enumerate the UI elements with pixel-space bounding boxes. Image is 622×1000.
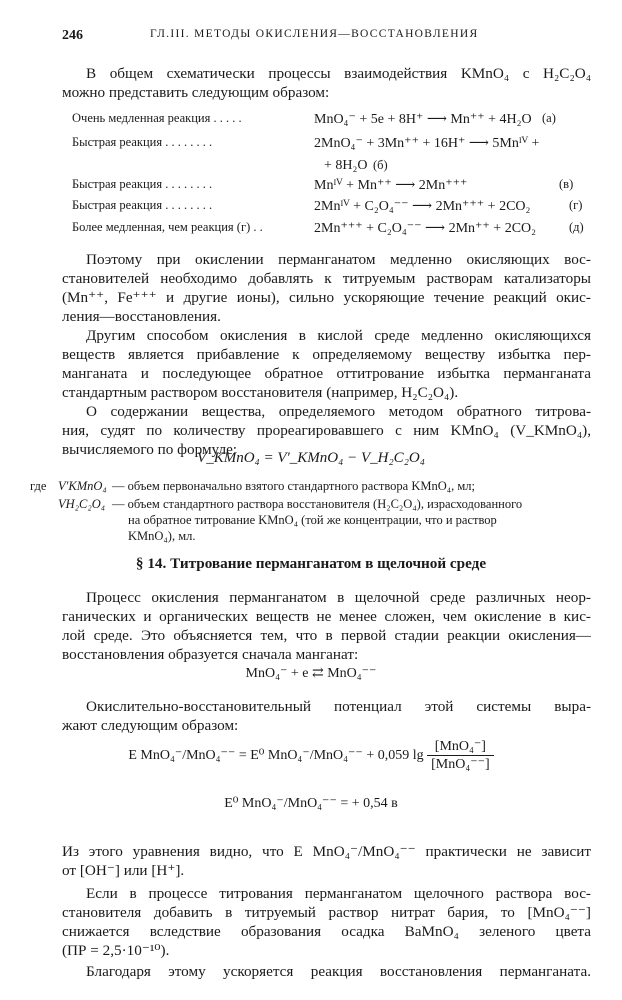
text-line: становителя добавить в титруемый раствор нитрат бария, то [MnO₄⁻⁻] bbox=[62, 904, 591, 921]
reaction-tag: (б) bbox=[373, 158, 388, 172]
page-header bbox=[62, 24, 582, 44]
text-line: Окислительно-восстановительный потенциал этой системы выра- bbox=[86, 698, 591, 715]
reaction-g bbox=[72, 198, 583, 214]
reaction-label: Более медленная, чем реакция (г) . . bbox=[72, 220, 263, 234]
intro-paragraph bbox=[62, 64, 591, 102]
paragraph-acceleration bbox=[62, 962, 591, 981]
text-line: Процесс окисления перманганатом в щелочной среде различных неор- bbox=[86, 589, 591, 606]
paragraph-independence bbox=[62, 842, 591, 880]
where-desc-2a: — объем стандартного раствора восстановителя (H₂C₂O₄), израсходованного bbox=[112, 497, 523, 511]
reaction-a bbox=[72, 111, 556, 127]
text-line: стандартным раствором восстановителя (например, H₂C₂O₄). bbox=[62, 384, 459, 401]
where-desc-2b: на обратное титрование KMnO₄ (той же концентрации, что и раствор bbox=[128, 513, 497, 527]
text-line: Если в процессе титрования перманганатом щелочного раствора вос- bbox=[86, 885, 591, 902]
reaction-v bbox=[72, 177, 574, 193]
fraction-numerator: [MnO₄⁻] bbox=[427, 738, 494, 756]
text-line: ления—восстановления. bbox=[62, 308, 221, 325]
text-line: от [OH⁻] или [H⁺]. bbox=[62, 862, 185, 879]
text-line: веществ является прибавление к определяемому веществу избытка пер- bbox=[62, 346, 591, 363]
where-var-1: V′KMnO₄ bbox=[58, 479, 107, 493]
formula-manganate: MnO₄⁻ + e ⇄ MnO₄⁻⁻ bbox=[245, 666, 377, 681]
reaction-equation: MnO₄⁻ + 5e + 8H⁺ ⟶ Mn⁺⁺ + 4H₂O bbox=[314, 112, 532, 127]
reaction-equation: 2Mnᴵⱽ + C₂O₄⁻⁻ ⟶ 2Mn⁺⁺⁺ + 2CO₂ bbox=[314, 199, 531, 214]
text-line: лой среде. Это объясняется тем, что в первой стадии реакции окисления— bbox=[62, 627, 591, 644]
text-line: снижается вследствие образования осадка BaMnO₄ зеленого цвета bbox=[62, 923, 591, 940]
paragraph-back-titration bbox=[62, 326, 591, 402]
where-var-2: VH₂C₂O₄ bbox=[58, 497, 106, 511]
text-line: вычисляемого по формуле: bbox=[62, 441, 238, 458]
text-line: (Mn⁺⁺, Fe⁺⁺⁺ и другие ионы), сильно ускоряющие течение реакций окис- bbox=[62, 289, 591, 306]
formula-volume: V_KMnO₄ = V′_KMnO₄ − V_H₂C₂O₄ bbox=[197, 450, 425, 466]
reaction-label: Быстрая реакция . . . . . . . . bbox=[72, 198, 213, 212]
reaction-tag: (в) bbox=[559, 177, 574, 191]
reaction-d bbox=[72, 220, 584, 236]
text-line: жают следующим образом: bbox=[62, 717, 239, 734]
page-number: 246 bbox=[62, 28, 83, 43]
reaction-equation: Mnᴵⱽ + Mn⁺⁺ ⟶ 2Mn⁺⁺⁺ bbox=[314, 178, 468, 193]
reaction-tag: (д) bbox=[569, 220, 584, 234]
paragraph-catalysts bbox=[62, 250, 591, 326]
section-title: § 14. Титрование перманганатом в щелочной среде bbox=[135, 555, 487, 572]
text-line: О содержании вещества, определяемого методом обратного титрова- bbox=[86, 403, 591, 420]
formula-nernst bbox=[0, 738, 622, 773]
text-line: Поэтому при окислении перманганатом медленно окисляющих вос- bbox=[86, 251, 591, 268]
text-line: Благодаря этому ускоряется реакция восстановления перманганата. bbox=[86, 963, 591, 980]
reaction-label: Быстрая реакция . . . . . . . . bbox=[72, 177, 213, 191]
where-desc-2c: KMnO₄), мл. bbox=[128, 529, 196, 543]
text-line: манганата и последующее обратное оттитрование избытка перманганата bbox=[62, 365, 591, 382]
text-line: Из этого уравнения видно, что E MnO₄⁻/MnO₄⁻⁻ практически не зависит bbox=[62, 843, 591, 860]
reaction-label: Очень медленная реакция . . . . . bbox=[72, 111, 242, 125]
formula-standard-potential: E⁰ MnO₄⁻/MnO₄⁻⁻ = + 0,54 в bbox=[224, 796, 398, 811]
where-label: где bbox=[30, 479, 47, 493]
text-line: ния, судят по количеству прореагировавшего с ним KMnO₄ (V_KMnO₄), bbox=[62, 422, 591, 439]
reaction-equation: + 8H₂O bbox=[324, 158, 368, 173]
reaction-b bbox=[72, 135, 540, 151]
text-line: становителей необходимо добавлять к титруемым растворам катализаторы bbox=[62, 270, 591, 287]
text-line: восстановления образуется сначала манганат: bbox=[62, 646, 359, 663]
text-line: Другим способом окисления в кислой среде медленно окисляющихся bbox=[86, 327, 591, 344]
formula-nernst-left: E MnO₄⁻/MnO₄⁻⁻ = E⁰ MnO₄⁻/MnO₄⁻⁻ + 0,059 lg bbox=[128, 748, 424, 763]
reaction-tag: (г) bbox=[569, 198, 583, 212]
reaction-label: Быстрая реакция . . . . . . . . bbox=[72, 135, 213, 149]
reaction-equation: 2Mn⁺⁺⁺ + C₂O₄⁻⁻ ⟶ 2Mn⁺⁺ + 2CO₂ bbox=[314, 221, 537, 236]
text-line: (ПР = 2,5·10⁻¹⁰). bbox=[62, 942, 170, 959]
paragraph-barium bbox=[62, 884, 591, 960]
text-line: В общем схематически процессы взаимодействия KMnO₄ с H₂C₂O₄ bbox=[86, 65, 591, 82]
reaction-equation: 2MnO₄⁻ + 3Mn⁺⁺ + 16H⁺ ⟶ 5Mnᴵⱽ + bbox=[314, 136, 540, 151]
paragraph-potential bbox=[62, 697, 591, 735]
text-line: ганических и органических веществ не менее сложен, чем окисление в кис- bbox=[62, 608, 591, 625]
running-title: ГЛ.III. МЕТОДЫ ОКИСЛЕНИЯ—ВОССТАНОВЛЕНИЯ bbox=[150, 28, 479, 40]
fraction-denominator: [MnO₄⁻⁻] bbox=[431, 757, 490, 772]
text-line: можно представить следующим образом: bbox=[62, 84, 330, 101]
where-desc-1: — объем первоначально взятого стандартного раствора KMnO₄, мл; bbox=[112, 479, 475, 493]
paragraph-alkaline bbox=[62, 588, 591, 664]
reaction-tag: (а) bbox=[542, 111, 556, 125]
formula-nernst-fraction bbox=[427, 738, 494, 773]
